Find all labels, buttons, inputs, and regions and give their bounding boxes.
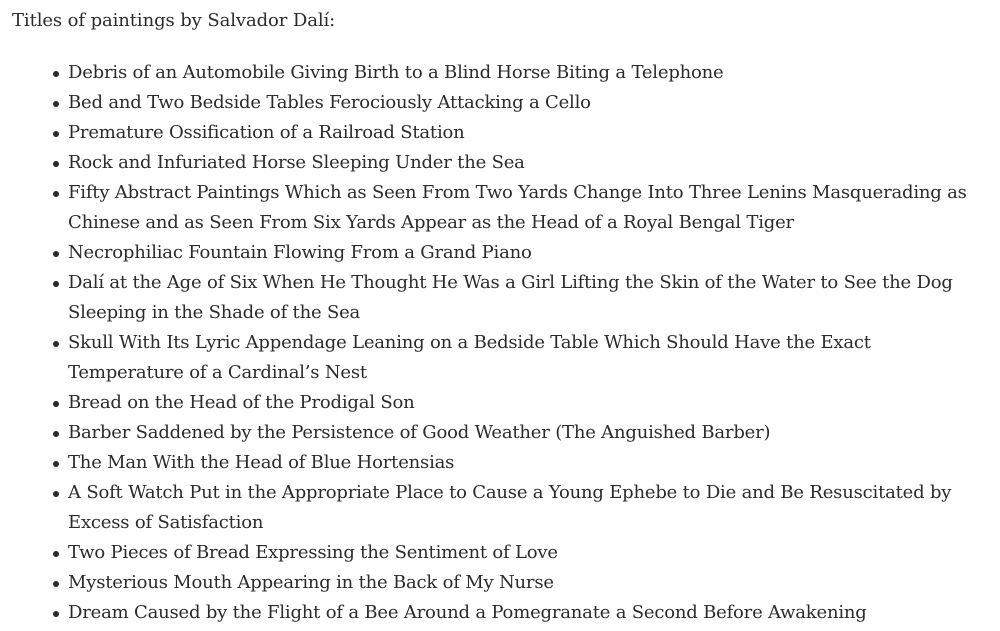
list-item: Debris of an Automobile Giving Birth to a Blind Horse Biting a Telephone bbox=[68, 58, 988, 88]
list-item: A Soft Watch Put in the Appropriate Place to Cause a Young Ephebe to Die and Be Resuscitated by Excess of Satisfaction bbox=[68, 478, 988, 538]
list-item: Skull With Its Lyric Appendage Leaning on a Bedside Table Which Should Have the Exact Temperature of a Cardinal’s Nest bbox=[68, 328, 988, 388]
list-item: Necrophiliac Fountain Flowing From a Grand Piano bbox=[68, 238, 988, 268]
list-item: Two Pieces of Bread Expressing the Sentiment of Love bbox=[68, 538, 988, 568]
list-item: Fifty Abstract Paintings Which as Seen From Two Yards Change Into Three Lenins Masquerading as Chinese and as Seen From Six Yards Appear as the Head of a Royal Bengal Tiger bbox=[68, 178, 988, 238]
list-item: Dalí at the Age of Six When He Thought He Was a Girl Lifting the Skin of the Water to See the Dog Sleeping in the Shade of the Sea bbox=[68, 268, 988, 328]
list-item: Rock and Infuriated Horse Sleeping Under the Sea bbox=[68, 148, 988, 178]
list-item: Dream Caused by the Flight of a Bee Around a Pomegranate a Second Before Awakening bbox=[68, 598, 988, 628]
intro-text: Titles of paintings by Salvador Dalí: bbox=[12, 10, 336, 31]
list-item: Premature Ossification of a Railroad Station bbox=[68, 118, 988, 148]
document-body bbox=[12, 8, 988, 628]
list-item: Mysterious Mouth Appearing in the Back of My Nurse bbox=[68, 568, 988, 598]
list-item: Barber Saddened by the Persistence of Good Weather (The Anguished Barber) bbox=[68, 418, 988, 448]
list-item: Bed and Two Bedside Tables Ferociously Attacking a Cello bbox=[68, 88, 988, 118]
painting-titles-list bbox=[12, 58, 988, 628]
list-item: The Man With the Head of Blue Hortensias bbox=[68, 448, 988, 478]
list-item: Bread on the Head of the Prodigal Son bbox=[68, 388, 988, 418]
